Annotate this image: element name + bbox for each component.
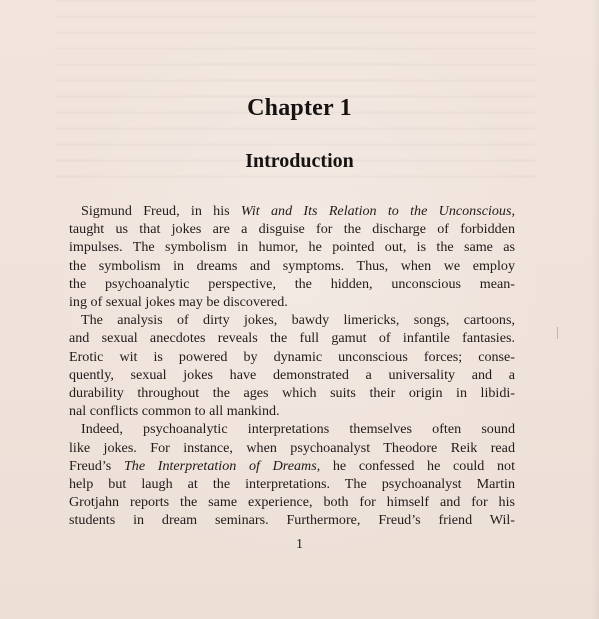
text-run: The analysis of dirty jokes, bawdy limericks, songs, cartoons, bbox=[81, 312, 515, 329]
text-run: and sexual anecdotes reveals the full gamut of infantile fantasies. bbox=[69, 330, 515, 347]
text-line bbox=[69, 475, 515, 493]
chapter-heading: Chapter 1 bbox=[247, 95, 352, 121]
text-line bbox=[69, 293, 515, 311]
book-title: Wit and Its Relation to the Unconscious bbox=[240, 203, 512, 219]
text-run: Erotic wit is powered by dynamic unconscious forces; conse- bbox=[69, 348, 515, 365]
section-heading: Introduction bbox=[245, 150, 354, 172]
text-run: Grotjahn reports the same experience, both for himself and for his bbox=[69, 494, 515, 511]
text-run: the psychoanalytic perspective, the hidden, unconscious mean- bbox=[69, 275, 515, 292]
margin-mark bbox=[557, 327, 558, 339]
text-line bbox=[69, 311, 515, 329]
book-title: The Interpretation of Dreams bbox=[123, 457, 317, 474]
text-run: durability throughout the ages which suits their origin in libidi- bbox=[69, 385, 515, 402]
text-run: Freud’s bbox=[69, 457, 124, 474]
text-run: , bbox=[511, 203, 515, 219]
text-line bbox=[69, 220, 515, 238]
text-run: help but laugh at the interpretations. The psychoanalyst Martin bbox=[69, 476, 515, 493]
text-line bbox=[69, 257, 515, 275]
text-line bbox=[69, 511, 515, 529]
text-run: , he confessed he could not bbox=[316, 457, 516, 474]
text-line bbox=[69, 329, 515, 347]
text-line bbox=[69, 202, 515, 220]
text-line bbox=[69, 348, 515, 366]
text-line bbox=[69, 238, 515, 256]
page-edge-shadow bbox=[591, 0, 599, 619]
text-run: Sigmund Freud, in his bbox=[81, 203, 241, 219]
text-line bbox=[69, 275, 515, 293]
text-run: like jokes. For instance, when psychoanalyst Theodore Reik read bbox=[69, 439, 515, 456]
text-run: nal conflicts common to all mankind. bbox=[69, 403, 280, 420]
text-run: students in dream seminars. Furthermore, Freud’s friend Wil- bbox=[69, 512, 515, 529]
text-run: the symbolism in dreams and symptoms. Thus, when we employ bbox=[69, 257, 515, 274]
text-run: taught us that jokes are a disguise for the discharge of forbidden bbox=[69, 221, 515, 238]
text-line bbox=[69, 420, 515, 438]
text-run: ing of sexual jokes may be discovered. bbox=[69, 294, 288, 311]
text-line bbox=[69, 366, 515, 384]
text-line bbox=[69, 402, 515, 420]
text-run: quently, sexual jokes have demonstrated a universality and a bbox=[69, 366, 515, 383]
text-line bbox=[69, 457, 515, 475]
text-run: impulses. The symbolism in humor, he pointed out, is the same as bbox=[69, 239, 515, 256]
text-line bbox=[69, 439, 515, 457]
text-run: Indeed, psychoanalytic interpretations themselves often sound bbox=[81, 421, 515, 438]
text-line bbox=[69, 384, 515, 402]
page-number: 1 bbox=[296, 537, 303, 552]
body-text bbox=[69, 202, 515, 530]
text-line bbox=[69, 493, 515, 511]
